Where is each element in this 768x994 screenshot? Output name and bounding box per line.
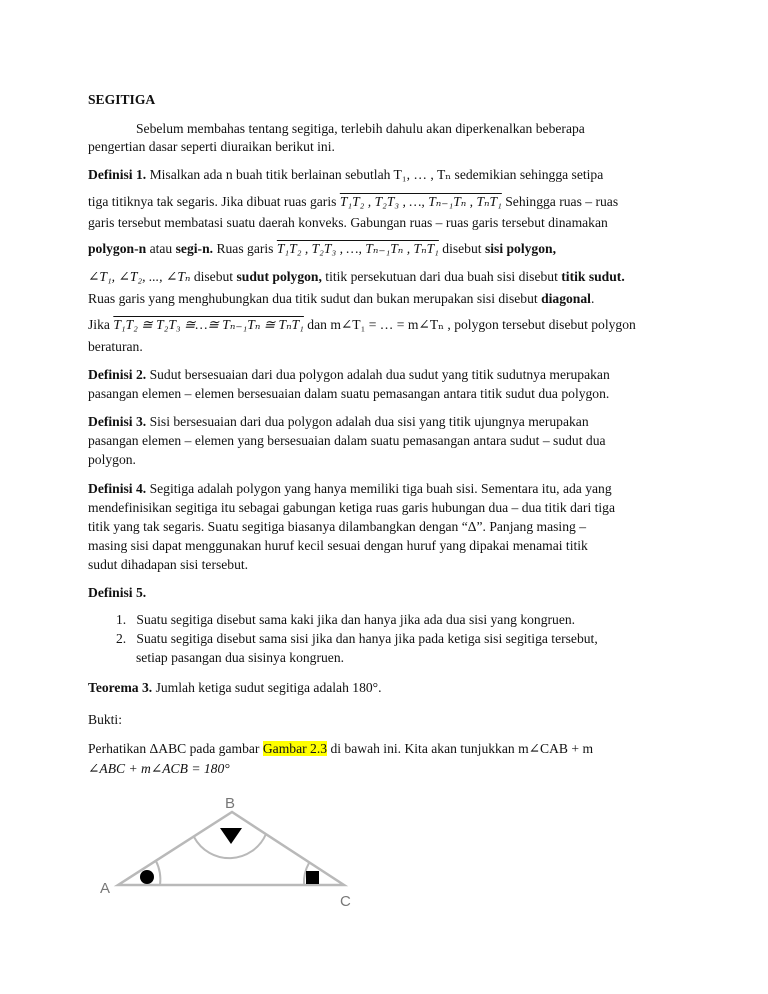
def4-line-3: titik yang tak segaris. Suatu segitiga biasanya dilambangkan dengan “Δ”. Panjang masing – [88, 519, 586, 534]
proof-label: Bukti: [88, 712, 122, 727]
circle-marker-icon [140, 870, 154, 884]
vertex-label-a: A [100, 880, 111, 897]
def1-line-7: Jika T₁T₂ ≅ T₂T₃ ≅…≅ Tₙ₋₁Tₙ ≅ TₙT₁ dan m∠T₁ = … = m∠Tₙ , polygon tersebut disebut polygon [88, 317, 636, 332]
def3-line-1: Definisi 3. Sisi bersesuaian dari dua polygon adalah dua sisi yang titik ujungnya merupakan [88, 414, 589, 429]
def1-line-2: tiga titiknya tak segaris. Jika dibuat ruas garis T₁T₂ , T₂T₃ , …, Tₙ₋₁Tₙ , TₙT₁ Sehingga ruas – ruas [88, 194, 619, 209]
vertex-label-c: C [340, 893, 351, 910]
def1-line-1: Definisi 1. Misalkan ada n buah titik berlainan sebutlah T₁, … , Tₙ sedemikian sehingga setipa [88, 167, 604, 182]
def4-line-2: mendefinisikan segitiga itu sebagai gabungan ketiga ruas garis hubungan dua – dua titik dari tiga [88, 500, 615, 515]
square-marker-icon [306, 871, 319, 884]
def2-line-2: pasangan elemen – elemen bersesuaian dalam suatu pemasangan antara titik sudut dua polygon. [88, 386, 610, 401]
proof-line-2: ∠ABC + m∠ACB = 180° [88, 761, 230, 776]
def1-line-5: ∠T₁, ∠T₂, ..., ∠Tₙ disebut sudut polygon, titik persekutuan dari dua buah sisi disebut titik sudut. [88, 269, 625, 284]
def2-line-1: Definisi 2. Sudut bersesuaian dari dua polygon adalah dua sudut yang titik sudutnya merupakan [88, 367, 610, 382]
def5-item-1: 1. Suatu segitiga disebut sama kaki jika dan hanya jika ada dua sisi yang kongruen. [116, 612, 576, 627]
proof-line-1: Perhatikan ΔABC pada gambar Gambar 2.3 di bawah ini. Kita akan tunjukkan m∠CAB + m [88, 741, 594, 756]
triangle-figure [96, 790, 366, 914]
angle-arc-a [156, 861, 160, 885]
def5-heading: Definisi 5. [88, 585, 147, 600]
def3-line-3: polygon. [88, 452, 136, 467]
theorem-line: Teorema 3. Jumlah ketiga sudut segitiga adalah 180°. [88, 680, 382, 695]
def4-line-4: masing sisi dapat menggunakan huruf kecil sesuai dengan huruf yang dipakai menamai titik [88, 538, 588, 553]
figure-reference-highlight: Gambar 2.3 [262, 741, 328, 756]
page-title: SEGITIGA [88, 92, 156, 107]
def1-line-8: beraturan. [88, 339, 143, 354]
vertex-label-b: B [225, 795, 236, 812]
def1-line-6: Ruas garis yang menghubungkan dua titik sudut dan bukan merupakan sisi disebut diagonal. [88, 291, 595, 306]
triangle-marker-icon [220, 828, 242, 844]
def4-line-5: sudut dihadapan sisi tersebut. [88, 557, 249, 572]
def5-item-2-cont: setiap pasangan dua sisinya kongruen. [136, 650, 345, 665]
def3-line-2: pasangan elemen – elemen yang bersesuaian dalam suatu pemasangan antara sudut – sudut dua [88, 433, 606, 448]
intro-line-2: pengertian dasar seperti diuraikan berikut ini. [88, 139, 335, 154]
def5-item-2: 2. Suatu segitiga disebut sama sisi jika dan hanya jika pada ketiga sisi segitiga tersebut, [116, 631, 598, 646]
def1-line-3: garis tersebut membatasi suatu daerah konveks. Gabungan ruas – ruas garis tersebut dinamakan [88, 215, 608, 230]
intro-line-1: Sebelum membahas tentang segitiga, terlebih dahulu akan diperkenalkan beberapa [136, 121, 585, 136]
def4-line-1: Definisi 4. Segitiga adalah polygon yang hanya memiliki tiga buah sisi. Sementara itu, ada yang [88, 481, 612, 496]
def1-line-4: polygon-n atau segi-n. Ruas garis T₁T₂ , T₂T₃ , …, Tₙ₋₁Tₙ , TₙT₁ disebut sisi polygon, [88, 241, 556, 256]
